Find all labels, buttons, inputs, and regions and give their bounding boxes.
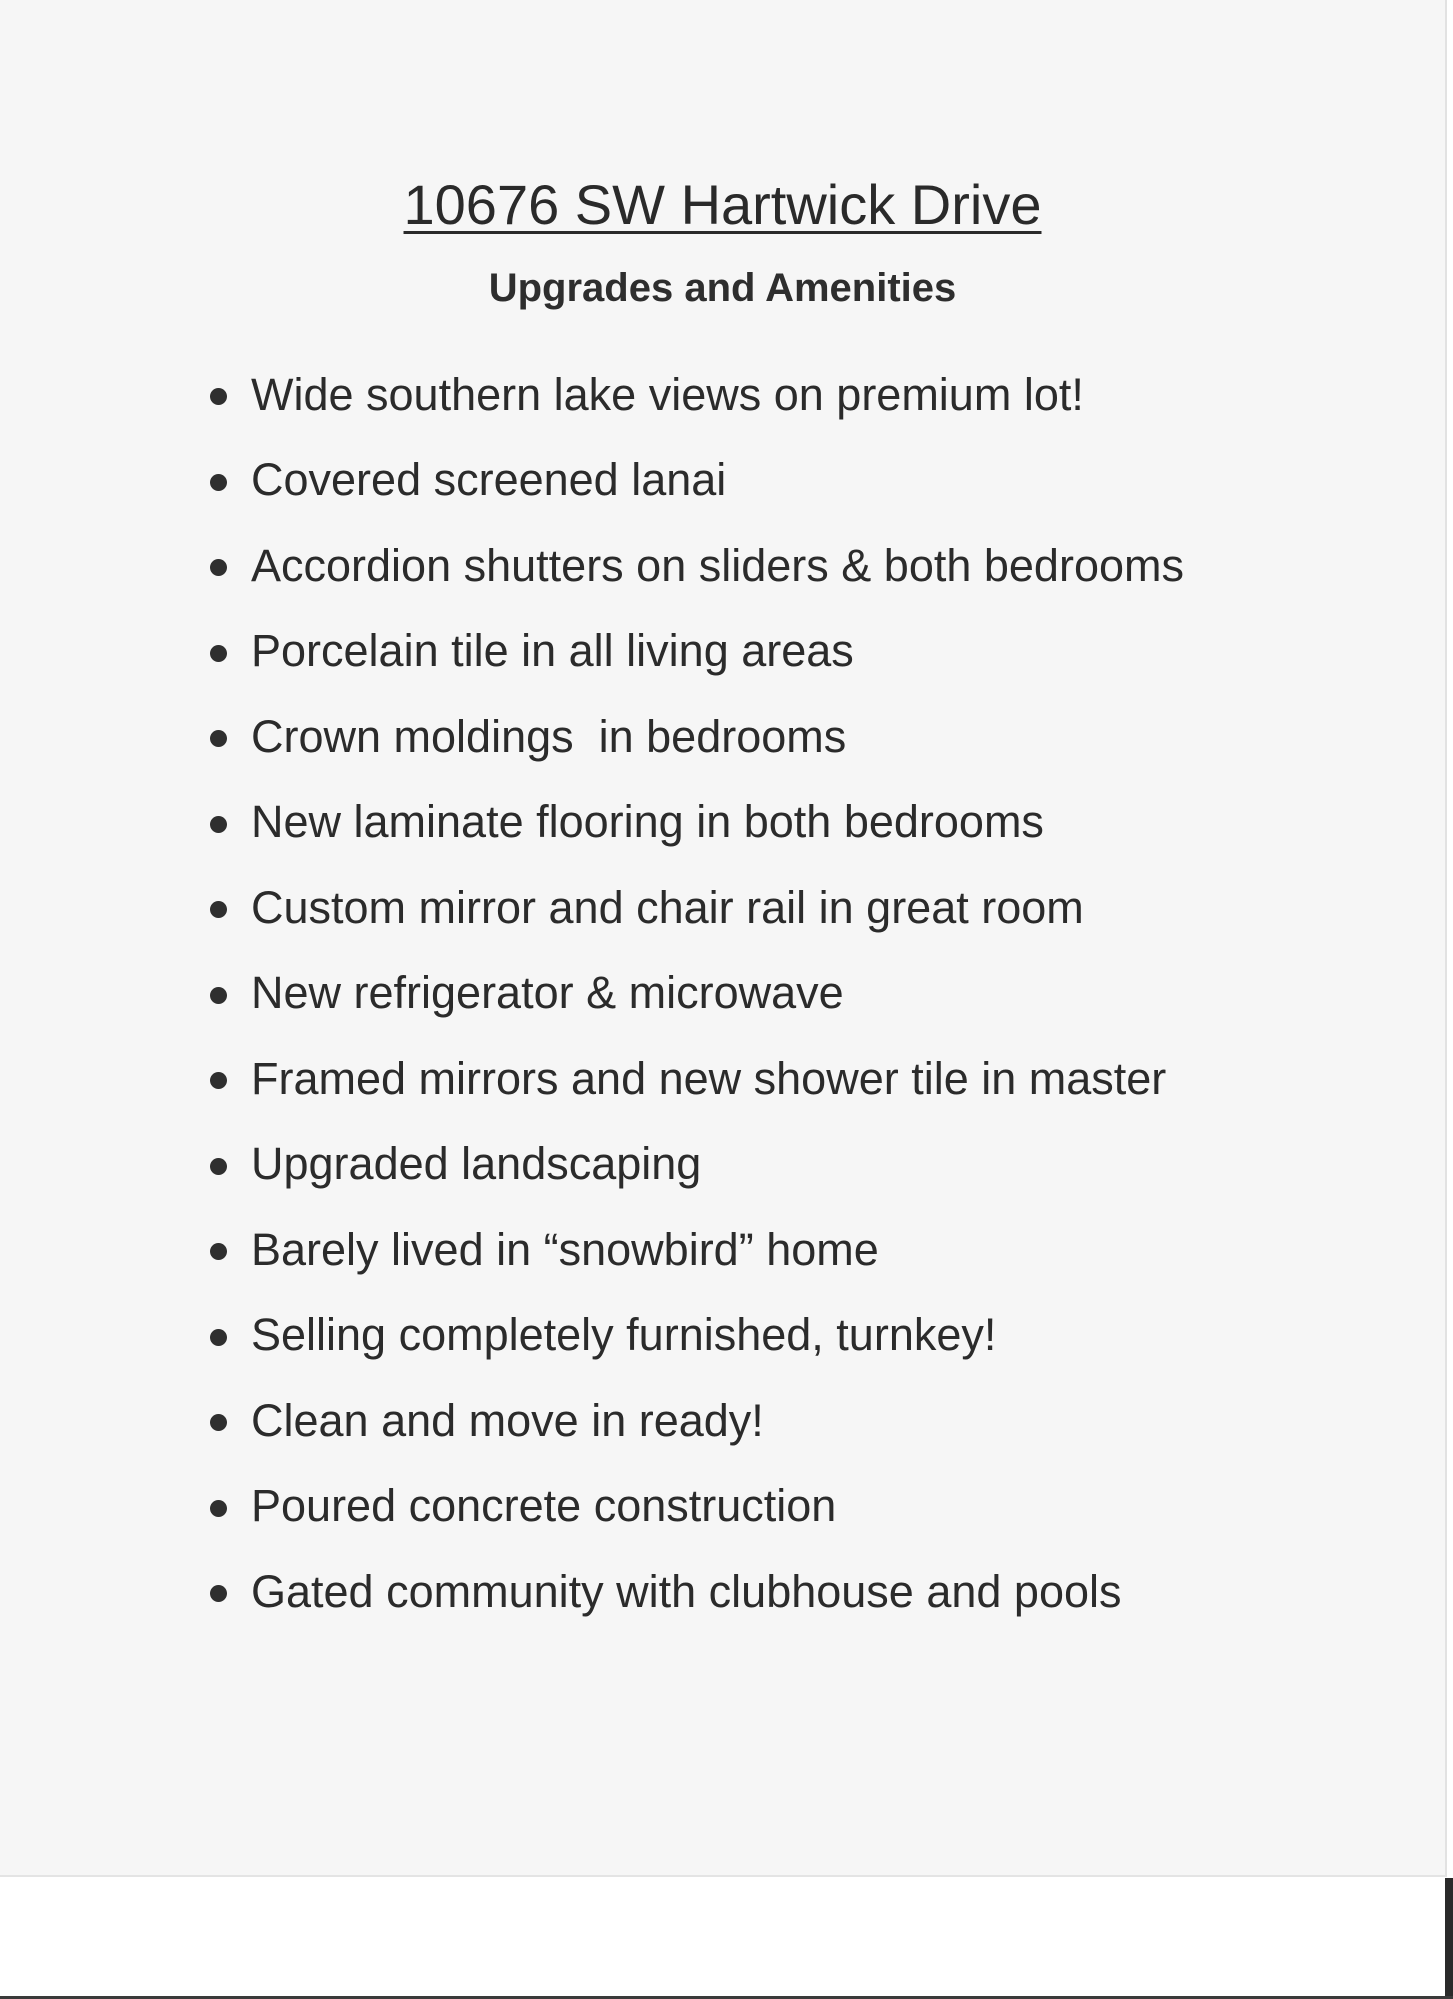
bullet-icon [210, 1500, 227, 1517]
list-item [210, 865, 1370, 951]
amenity-text: Poured concrete construction [251, 1480, 837, 1532]
list-item [210, 1122, 1370, 1208]
amenity-text: Framed mirrors and new shower tile in master [251, 1052, 1167, 1104]
list-item [210, 1036, 1370, 1122]
amenity-text: Porcelain tile in all living areas [251, 625, 854, 677]
list-item [210, 352, 1370, 438]
bullet-icon [210, 1243, 227, 1260]
bullet-icon [210, 559, 227, 576]
amenity-text: Custom mirror and chair rail in great room [251, 881, 1084, 933]
list-item [210, 1293, 1370, 1379]
scanner-edge-right [1445, 1878, 1453, 1999]
bullet-icon [210, 1585, 227, 1602]
list-item [210, 1464, 1370, 1550]
amenity-text: Crown moldings in bedrooms [251, 710, 847, 762]
amenity-text: Gated community with clubhouse and pools [251, 1565, 1122, 1617]
amenity-text: New refrigerator & microwave [251, 967, 844, 1019]
bullet-icon [210, 1414, 227, 1431]
address-heading: 10676 SW Hartwick Drive [403, 173, 1042, 236]
amenity-text: Upgraded landscaping [251, 1138, 702, 1190]
list-item [210, 1378, 1370, 1464]
page-title [0, 170, 1445, 240]
scanner-margin [0, 1877, 1453, 1999]
amenity-text: Accordion shutters on sliders & both bedrooms [251, 539, 1184, 591]
amenity-text: Covered screened lanai [251, 454, 727, 506]
page-subtitle: Upgrades and Amenities [488, 266, 957, 310]
bullet-icon [210, 645, 227, 662]
bullet-icon [210, 901, 227, 918]
bullet-icon [210, 730, 227, 747]
list-item [210, 951, 1370, 1037]
amenity-text: New laminate flooring in both bedrooms [251, 796, 1044, 848]
bullet-icon [210, 1072, 227, 1089]
bullet-icon [210, 388, 227, 405]
list-item [210, 523, 1370, 609]
list-item [210, 438, 1370, 524]
bullet-icon [210, 474, 227, 491]
amenity-text: Wide southern lake views on premium lot! [251, 368, 1084, 420]
amenity-text: Selling completely furnished, turnkey! [251, 1309, 997, 1361]
bullet-icon [210, 1158, 227, 1175]
amenities-list [210, 352, 1370, 1635]
list-item [210, 780, 1370, 866]
list-item [210, 694, 1370, 780]
list-item [210, 1549, 1370, 1635]
list-item [210, 1207, 1370, 1293]
list-item [210, 609, 1370, 695]
amenity-text: Barely lived in “snowbird” home [251, 1223, 879, 1275]
bullet-icon [210, 816, 227, 833]
amenity-text: Clean and move in ready! [251, 1394, 764, 1446]
bullet-icon [210, 987, 227, 1004]
bullet-icon [210, 1329, 227, 1346]
